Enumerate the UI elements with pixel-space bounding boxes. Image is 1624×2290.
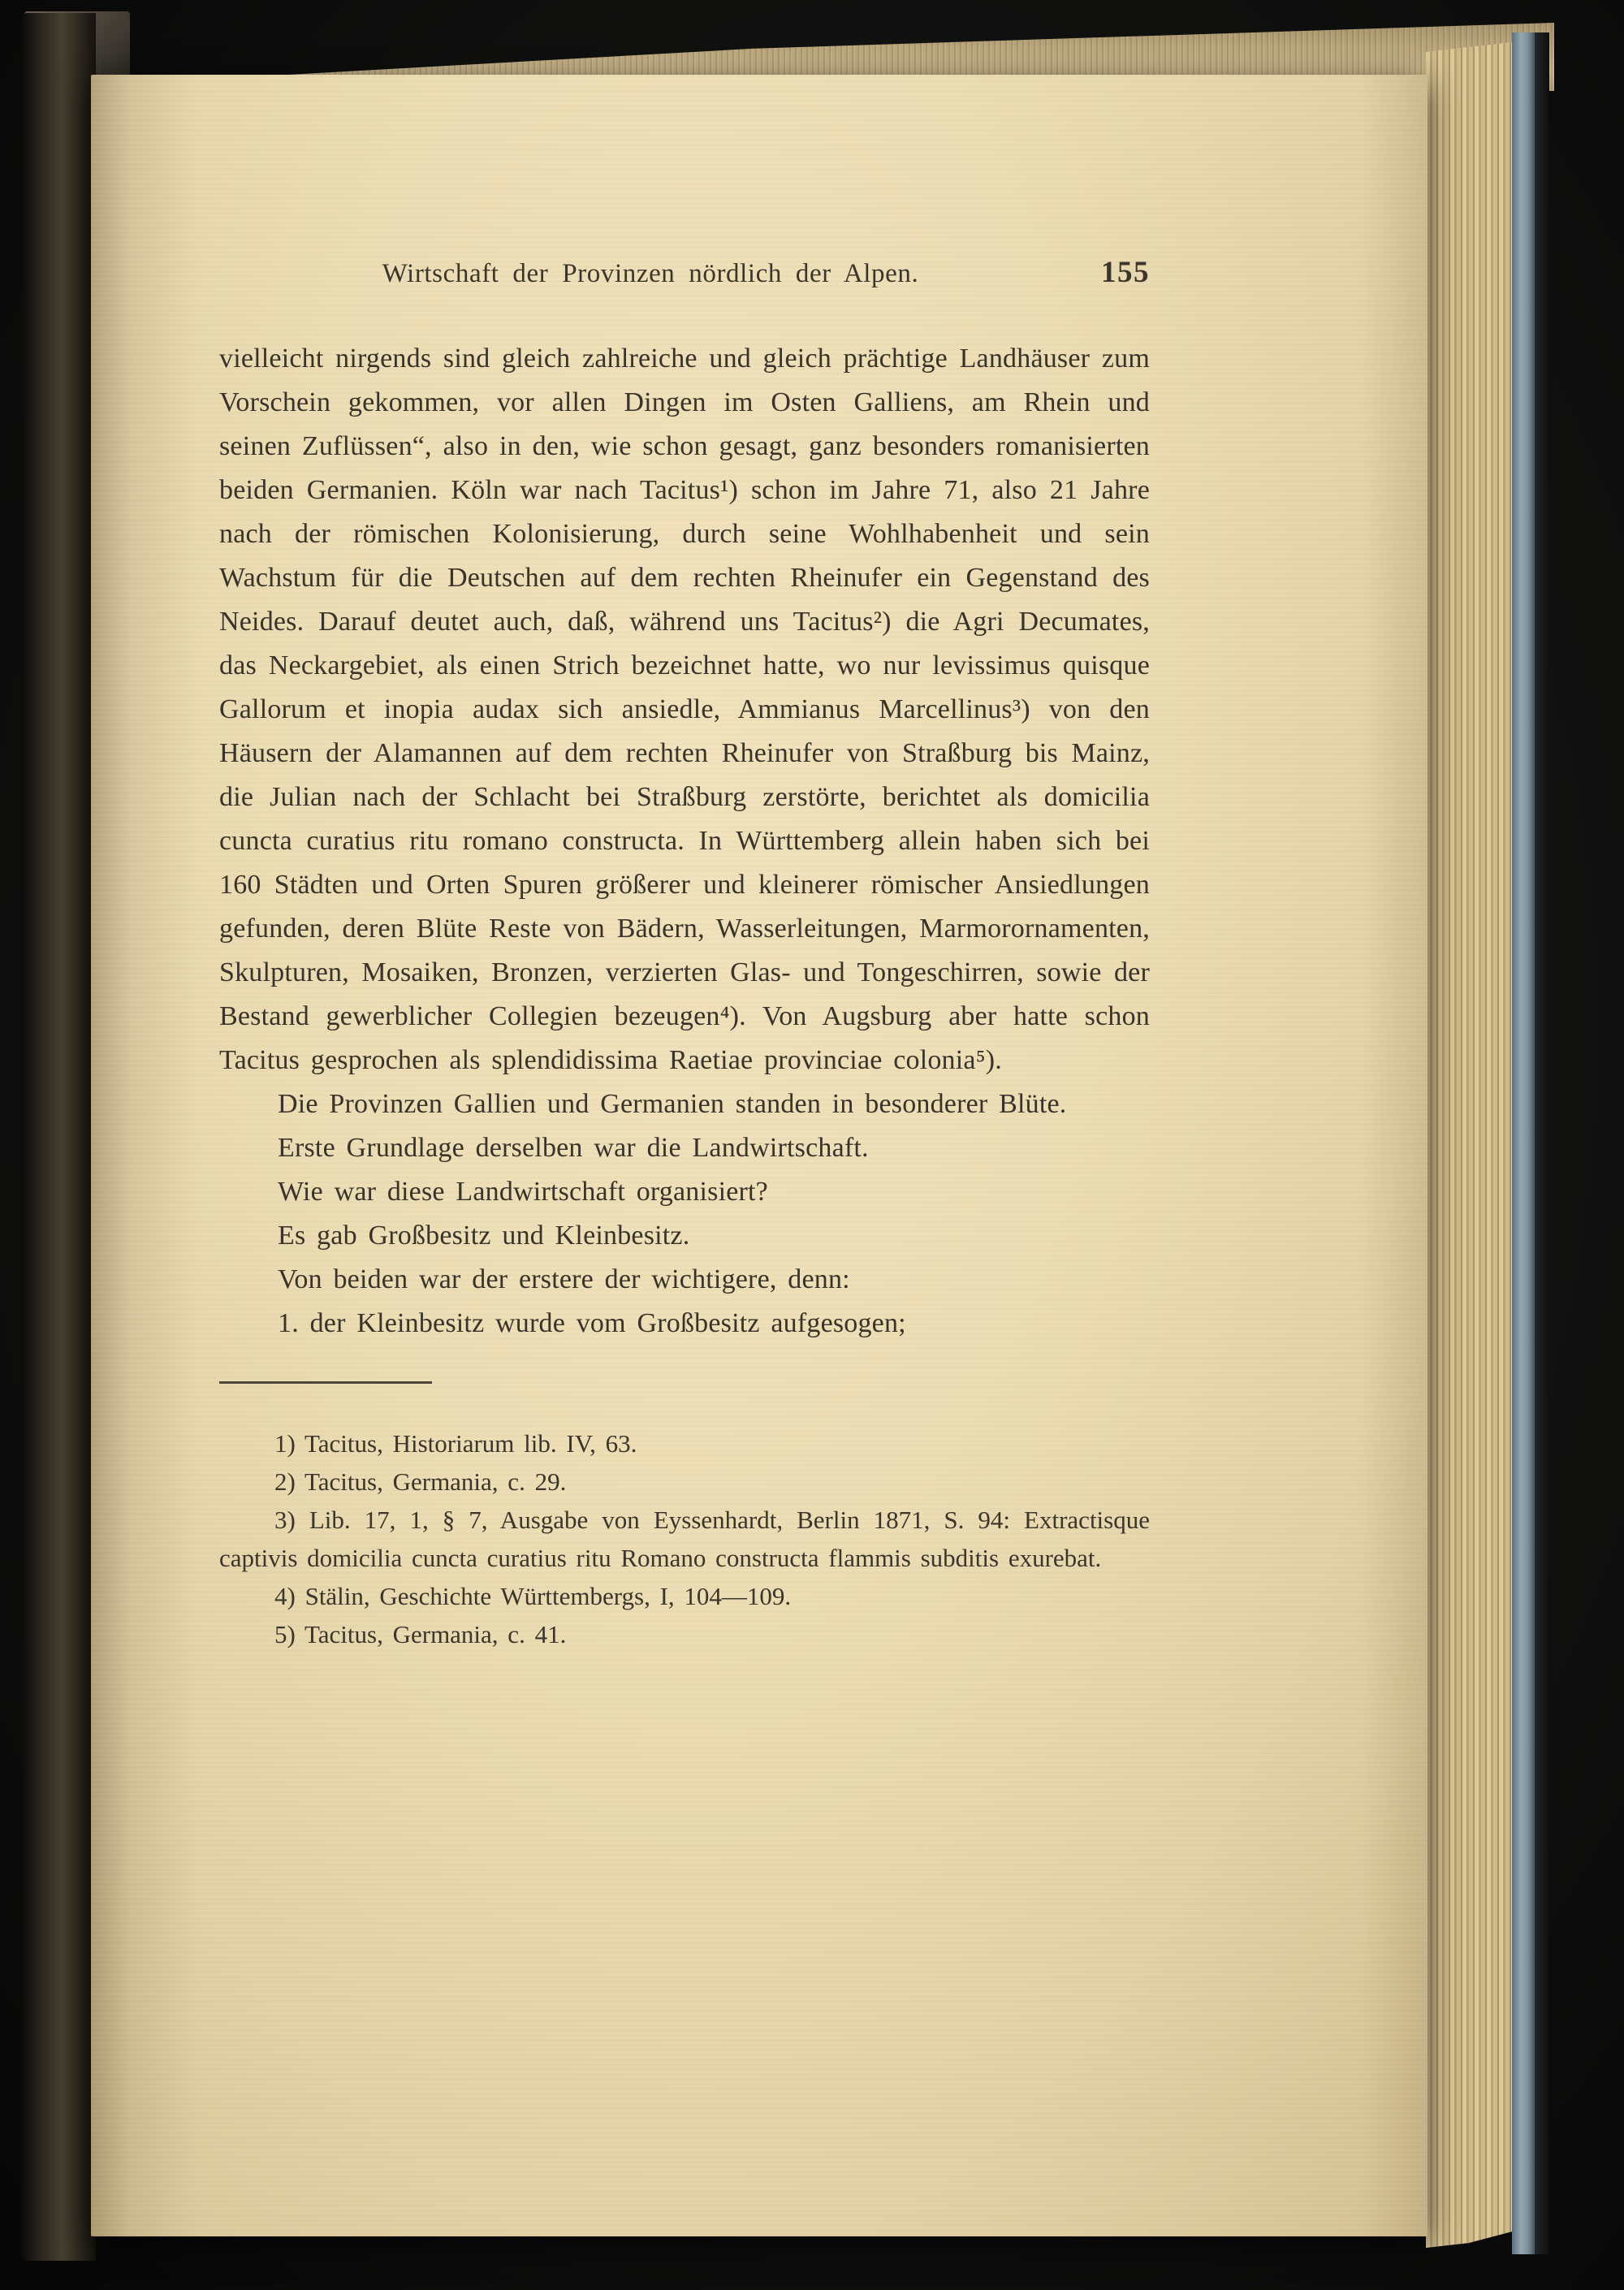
book-spine bbox=[21, 13, 96, 2261]
paragraph: Es gab Großbesitz und Kleinbesitz. bbox=[278, 1221, 690, 1251]
footnote-item: 3) Lib. 17, 1, § 7, Ausgabe von Eyssenhardt, Berlin 1871, S. 94: Extractisque captivis domicilia cuncta curatius ritu Romano constructa flammis subditis exurebat. bbox=[219, 1506, 1150, 1572]
cover-edge-strip bbox=[1512, 32, 1535, 2254]
footnote-separator bbox=[219, 1381, 432, 1384]
paragraph: Von beiden war der erstere der wichtigere, denn: bbox=[278, 1264, 850, 1294]
footnote-item: 1) Tacitus, Historiarum lib. IV, 63. bbox=[274, 1429, 637, 1458]
footnote-item: 4) Stälin, Geschichte Württembergs, I, 104—109. bbox=[274, 1582, 792, 1610]
paragraph: vielleicht nirgends sind gleich zahlreiche und gleich prächtige Landhäuser zum Vorschein gekommen, vor allen Dingen im Osten Galliens, am Rhein und seinen Zuflüssen“, also in den, wie schon gesagt, ganz besonders romanisierten beiden Germanien. Köln war nach Tacitus¹) schon im Jahre 71, also 21 Jahre nach der römischen Kolonisierung, durch seine Wohlhabenheit und sein Wachstum für die Deutschen auf dem rechten Rheinufer ein Gegenstand des Neides. Darauf deutet auch, daß, während uns Tacitus²) die Agri Decumates, das Neckargebiet, als einen Strich bezeichnet hatte, wo nur levissimus quisque Gallorum et inopia audax sich ansiedle, Ammianus Marcellinus³) von den Häusern der Alamannen auf dem rechten Rheinufer von Straßburg bis Mainz, die Julian nach der Schlacht bei Straßburg zerstörte, berichtet als domicilia cuncta curatius ritu romano constructa. In Württemberg allein haben sich bei 160 Städten und Orten Spuren größerer und kleinerer römischer Ansiedlungen gefunden, deren Blüte Reste von Bädern, Wasserleitungen, Marmorornamenten, Skulpturen, Mosaiken, Bronzen, verzierten Glas- und Tongeschirren, sowie der Bestand gewerblicher Collegien bezeugen⁴). Von Augsburg aber hatte schon Tacitus gesprochen als splendidissima Raetiae provinciae colonia⁵). bbox=[219, 344, 1150, 1075]
paragraph: Die Provinzen Gallien und Germanien standen in besonderer Blüte. bbox=[278, 1089, 1067, 1119]
paragraph: 1. der Kleinbesitz wurde vom Großbesitz aufgesogen; bbox=[278, 1308, 906, 1338]
paragraph: Erste Grundlage derselben war die Landwirtschaft. bbox=[278, 1133, 869, 1163]
body-text bbox=[219, 337, 1150, 1346]
page-edge-stack bbox=[1426, 42, 1512, 2248]
page-number: 155 bbox=[1101, 256, 1150, 289]
paragraph: Wie war diese Landwirtschaft organisiert? bbox=[278, 1177, 768, 1207]
footnote-item: 2) Tacitus, Germania, c. 29. bbox=[274, 1467, 567, 1496]
footnotes bbox=[219, 1424, 1150, 1653]
book-page bbox=[91, 75, 1427, 2236]
page-content bbox=[219, 255, 1150, 1653]
running-title: Wirtschaft der Provinzen nördlich der Alpen. bbox=[382, 259, 919, 288]
footnote-item: 5) Tacitus, Germania, c. 41. bbox=[274, 1620, 567, 1648]
cover-edge-shadow bbox=[1535, 32, 1549, 2254]
page-header bbox=[219, 255, 1150, 290]
